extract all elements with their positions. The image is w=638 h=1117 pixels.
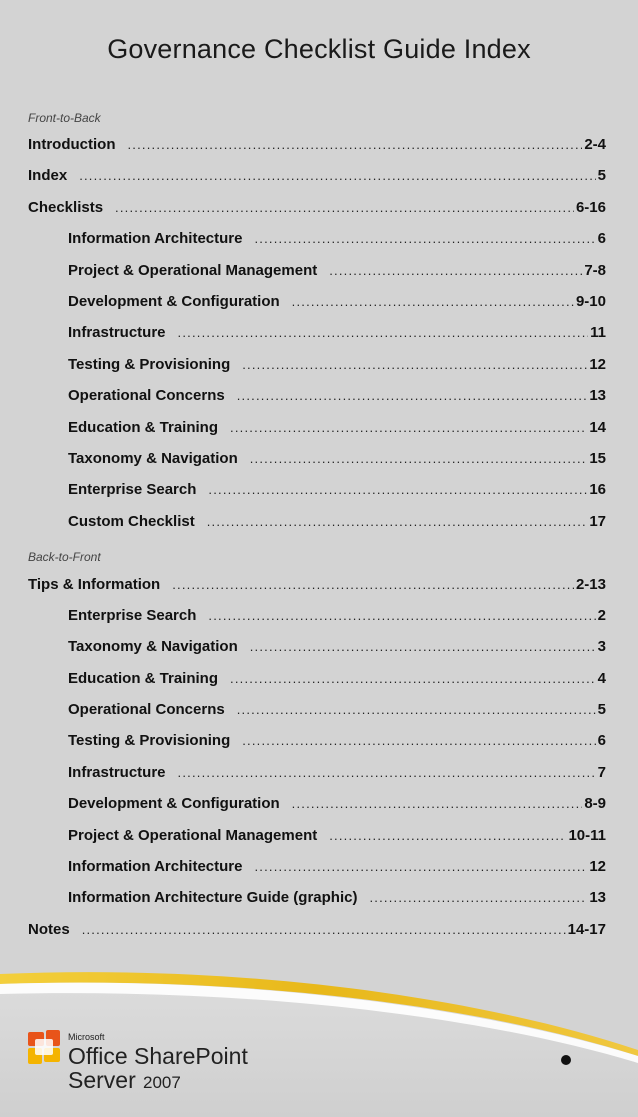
toc-entry-tips-information[interactable] [28,576,606,598]
dot-leader [250,639,596,654]
toc-entry-development-configuration-tips[interactable] [68,795,606,817]
dot-leader [79,168,595,183]
entry-pages: 2 [597,607,606,624]
dot-leader [230,671,596,686]
entry-pages: 6-16 [575,199,606,216]
dot-leader [208,482,587,497]
toc-entry-enterprise-search-tips[interactable] [68,607,606,629]
entry-pages: 6 [597,732,606,749]
entry-pages: 15 [589,450,606,467]
toc-entry-checklists[interactable] [28,199,606,221]
dot-leader [329,263,582,278]
dot-leader [127,137,582,152]
entry-label: Testing & Provisioning [68,732,231,749]
dot-leader [208,608,595,623]
entry-label: Index [28,167,68,184]
entry-label: Tips & Information [28,576,161,593]
entry-pages: 13 [589,889,606,906]
entry-label: Project & Operational Management [68,262,318,279]
office-logo-icon [28,1030,60,1064]
toc-entry-taxonomy-navigation[interactable] [68,450,606,472]
toc-entry-information-architecture-tips[interactable] [68,858,606,880]
toc-entry-project-operational-management-tips[interactable] [68,827,606,849]
entry-pages: 13 [589,387,606,404]
dot-leader [82,922,566,937]
entry-pages: 2-13 [575,576,606,593]
dot-leader [115,200,574,215]
entry-label: Project & Operational Management [68,827,318,844]
entry-pages: 16 [589,481,606,498]
entry-label: Introduction [28,136,116,153]
entry-pages: 14-17 [567,921,606,938]
toc-entry-notes[interactable] [28,921,606,943]
page-title: Governance Checklist Guide Index [107,34,531,64]
bullet-dot [561,1055,571,1065]
entry-pages: 12 [589,858,606,875]
entry-pages: 12 [589,356,606,373]
toc-entry-testing-provisioning[interactable] [68,356,606,378]
entry-label: Education & Training [68,670,219,687]
entry-label: Custom Checklist [68,513,195,530]
dot-leader [254,231,595,246]
dot-leader [292,294,574,309]
dot-leader [230,420,587,435]
entry-label: Infrastructure [68,324,166,341]
toc-entry-infrastructure[interactable] [68,324,606,346]
entry-label: Testing & Provisioning [68,356,231,373]
entry-label: Information Architecture [68,230,243,247]
entry-pages: 4 [597,670,606,687]
dot-leader [292,796,583,811]
dot-leader [178,325,589,340]
toc-entry-project-operational-management[interactable] [68,262,606,284]
office-sharepoint-logo [26,1026,326,1096]
entry-pages: 2-4 [584,136,606,153]
entry-label: Taxonomy & Navigation [68,638,238,655]
entry-pages: 8-9 [584,795,606,812]
dot-leader [242,357,587,372]
logo-product-line1: Office SharePoint [68,1043,248,1069]
dot-leader [250,451,588,466]
entry-label: Information Architecture [68,858,243,875]
entry-label: Information Architecture Guide (graphic) [68,889,358,906]
dot-leader [237,702,596,717]
entry-pages: 10-11 [568,827,606,844]
entry-label: Education & Training [68,419,219,436]
toc-entry-operational-concerns-tips[interactable] [68,701,606,723]
entry-pages: 17 [589,513,606,530]
toc-entry-operational-concerns[interactable] [68,387,606,409]
dot-leader [178,765,596,780]
toc-entry-enterprise-search[interactable] [68,481,606,503]
entry-label: Development & Configuration [68,293,280,310]
entry-label: Notes [28,921,70,938]
logo-version: 2007 [143,1073,181,1092]
toc-entry-infrastructure-tips[interactable] [68,764,606,786]
toc-entry-taxonomy-navigation-tips[interactable] [68,638,606,660]
entry-label: Taxonomy & Navigation [68,450,238,467]
entry-pages: 7 [597,764,606,781]
dot-leader [207,514,588,529]
entry-pages: 7-8 [584,262,606,279]
toc-entry-information-architecture-guide-graphic[interactable] [68,889,606,911]
dot-leader [172,577,574,592]
toc-entry-introduction[interactable] [28,136,606,158]
section-label-back: Back-to-Front [28,550,101,564]
dot-leader [369,890,587,905]
dot-leader [242,733,595,748]
entry-label: Enterprise Search [68,481,197,498]
toc-entry-information-architecture[interactable] [68,230,606,252]
toc-entry-development-configuration[interactable] [68,293,606,315]
dot-leader [254,859,587,874]
dot-leader [329,828,566,843]
entry-label: Infrastructure [68,764,166,781]
entry-pages: 5 [597,167,606,184]
entry-label: Checklists [28,199,104,216]
dot-leader [237,388,588,403]
toc-entry-education-training[interactable] [68,419,606,441]
entry-label: Operational Concerns [68,387,225,404]
toc-entry-testing-provisioning-tips[interactable] [68,732,606,754]
logo-company: Microsoft [68,1032,105,1042]
logo-product-line2: Server [68,1067,136,1093]
entry-pages: 6 [597,230,606,247]
toc-entry-index[interactable] [28,167,606,189]
entry-label: Development & Configuration [68,795,280,812]
entry-pages: 14 [589,419,606,436]
toc-entry-custom-checklist[interactable] [68,513,606,535]
entry-pages: 3 [597,638,606,655]
entry-pages: 5 [597,701,606,718]
entry-pages: 11 [590,324,606,341]
toc-entry-education-training-tips[interactable] [68,670,606,692]
entry-label: Operational Concerns [68,701,225,718]
entry-label: Enterprise Search [68,607,197,624]
section-label-front: Front-to-Back [28,111,101,125]
entry-pages: 9-10 [575,293,606,310]
